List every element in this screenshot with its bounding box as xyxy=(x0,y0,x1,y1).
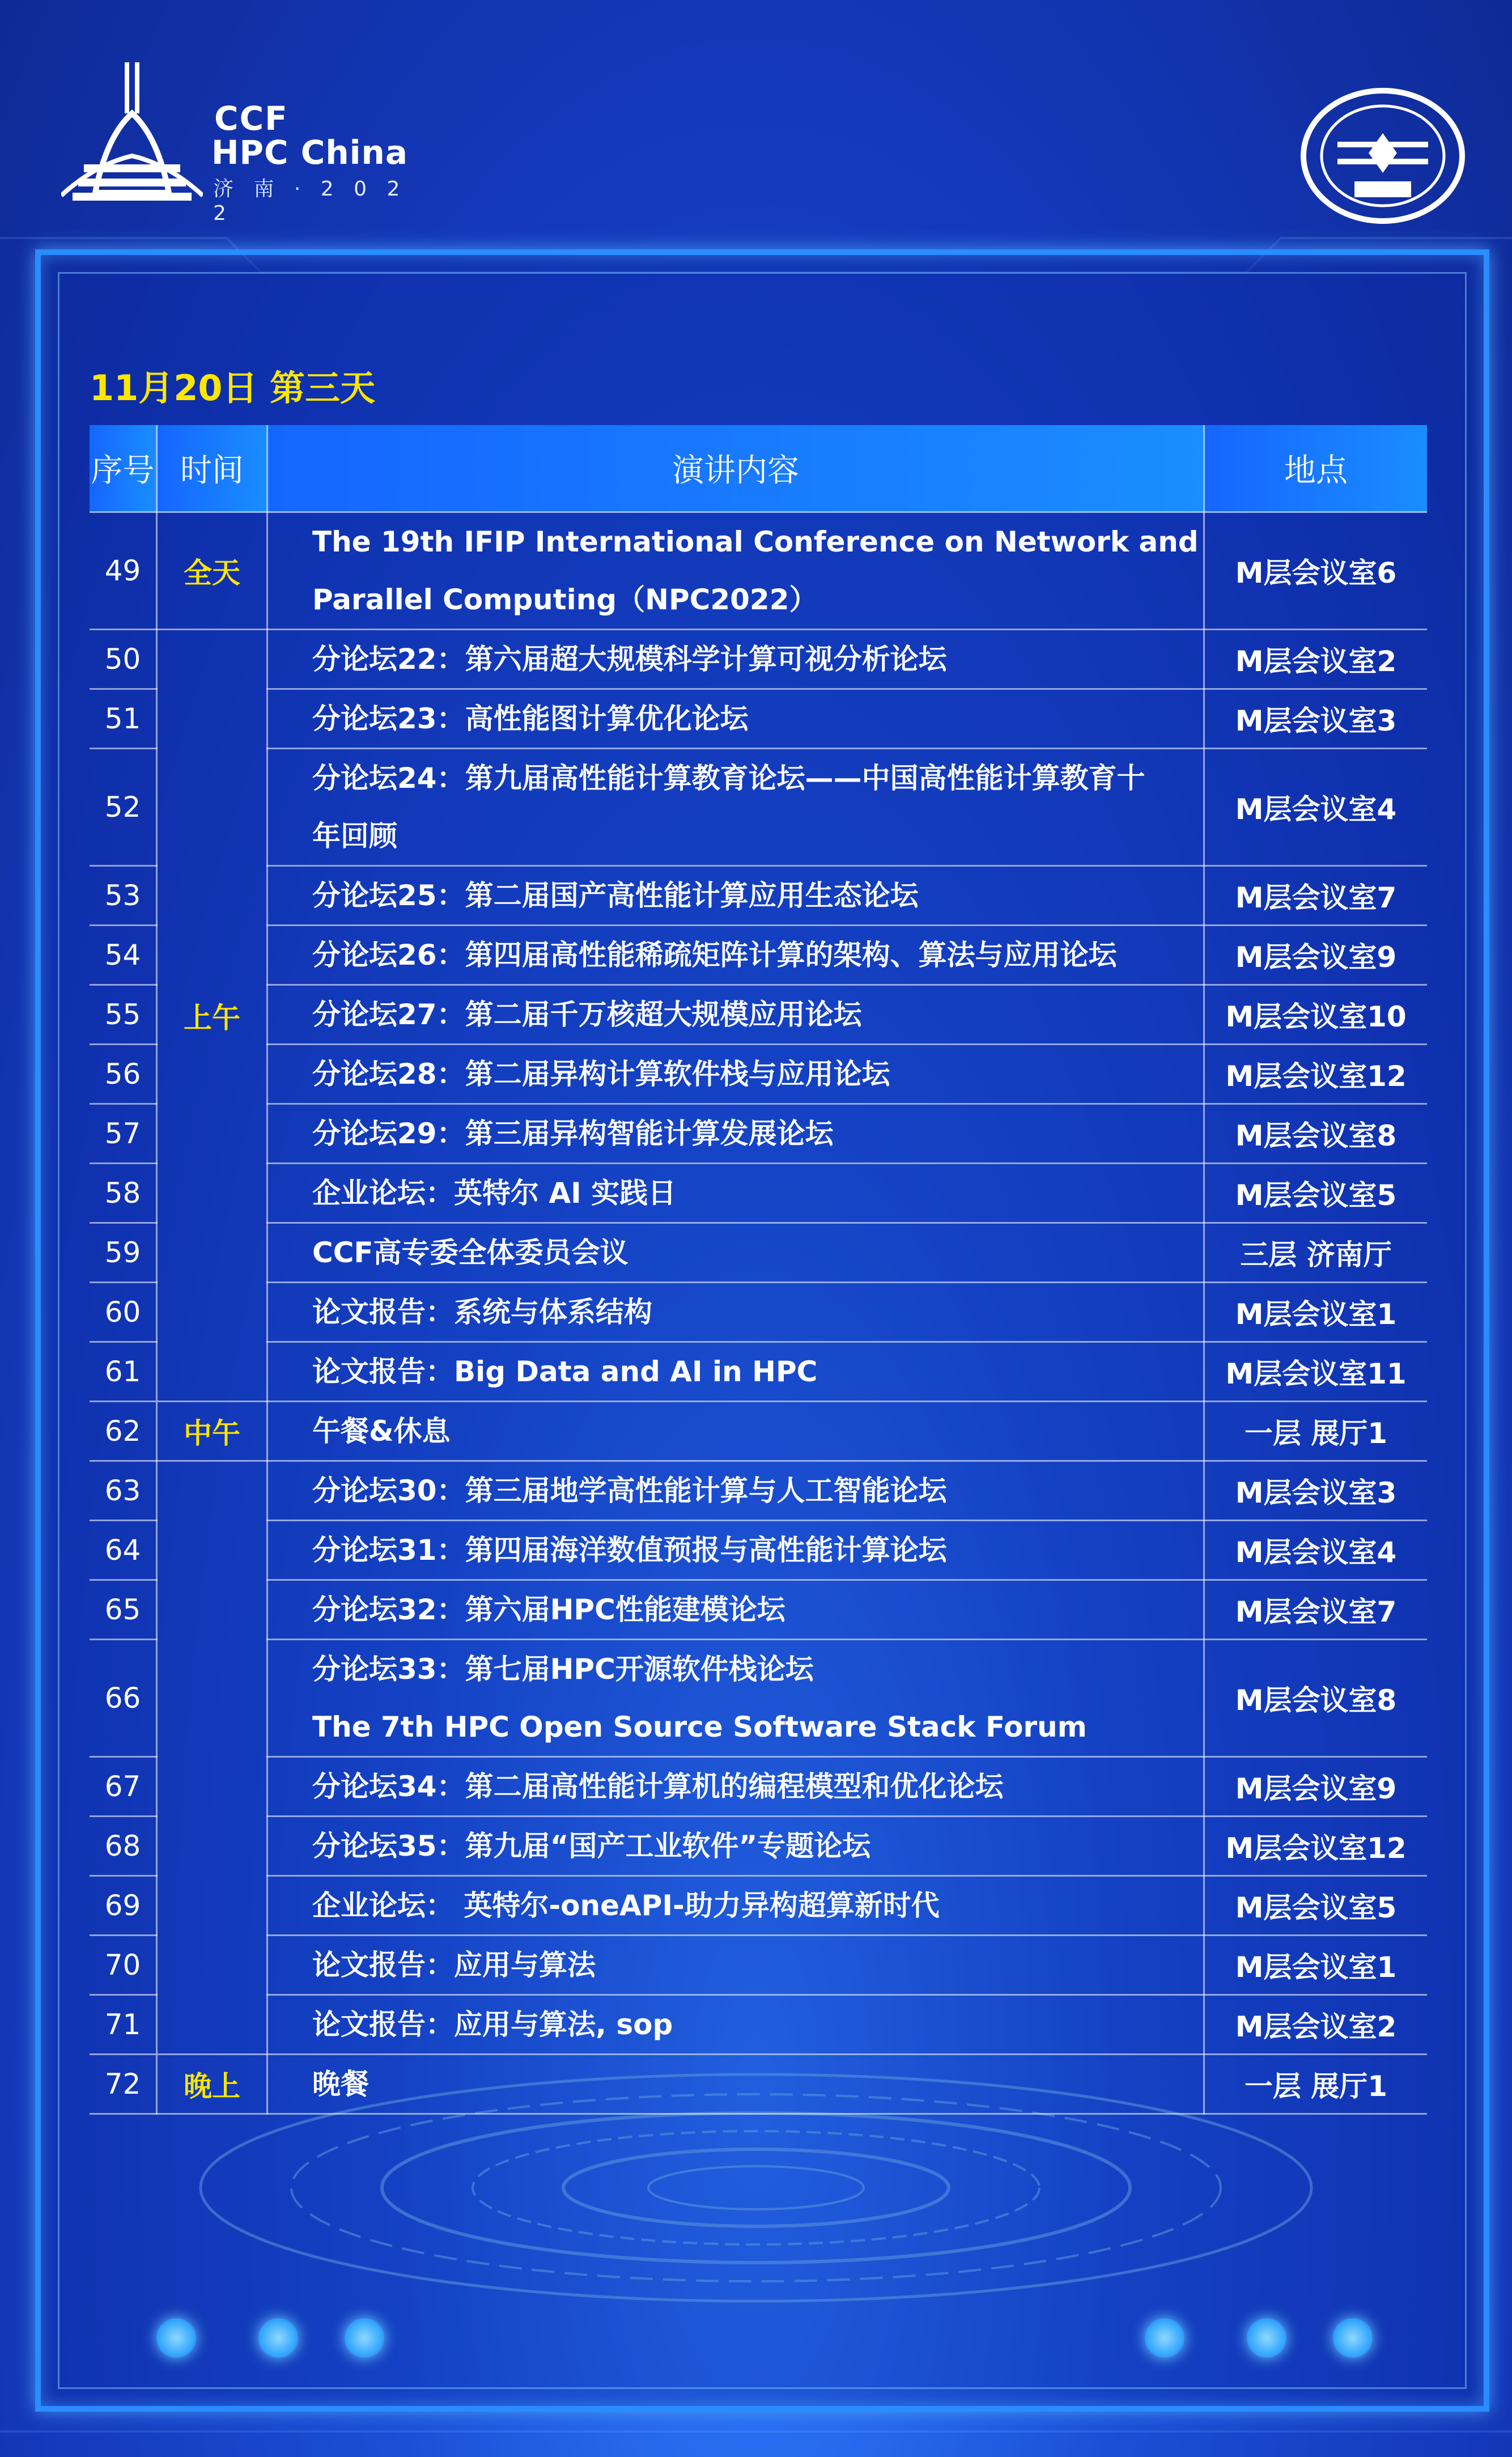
row-content: 论文报告：Big Data and AI in HPC xyxy=(267,1342,1204,1402)
table-row xyxy=(90,1640,1427,1757)
row-venue: 一层 展厅1 xyxy=(1204,2055,1428,2114)
table-row xyxy=(90,1521,1427,1580)
row-venue: M层会议室10 xyxy=(1204,985,1428,1045)
row-content: 分论坛26：第四届高性能稀疏矩阵计算的架构、算法与应用论坛 xyxy=(267,926,1204,985)
row-content: 分论坛25：第二届国产高性能计算应用生态论坛 xyxy=(267,866,1204,926)
table-row xyxy=(90,689,1427,749)
row-content: 企业论坛：英特尔 AI 实践日 xyxy=(267,1164,1204,1223)
row-content: 晚餐 xyxy=(267,2055,1204,2114)
row-num: 53 xyxy=(90,866,157,926)
row-venue: M层会议室7 xyxy=(1204,866,1428,926)
column-header-time xyxy=(157,425,267,512)
row-num: 70 xyxy=(90,1936,157,1995)
row-num: 52 xyxy=(90,749,157,866)
row-venue: M层会议室9 xyxy=(1204,1757,1428,1817)
table-row xyxy=(90,512,1427,630)
row-num: 66 xyxy=(90,1640,157,1757)
row-num: 55 xyxy=(90,985,157,1045)
row-num: 63 xyxy=(90,1461,157,1521)
row-num: 58 xyxy=(90,1164,157,1223)
row-num: 61 xyxy=(90,1342,157,1402)
row-content: 分论坛34：第二届高性能计算机的编程模型和优化论坛 xyxy=(267,1757,1204,1817)
logo-location-year-text: 济 南 · 2 0 2 2 xyxy=(213,177,407,225)
row-num: 54 xyxy=(90,926,157,985)
row-content: 分论坛29：第三届异构智能计算发展论坛 xyxy=(267,1104,1204,1164)
row-num: 49 xyxy=(90,512,157,630)
row-content: 午餐&休息 xyxy=(267,1402,1204,1461)
table-row xyxy=(90,1580,1427,1640)
row-content: 分论坛30：第三届地学高性能计算与人工智能论坛 xyxy=(267,1461,1204,1521)
row-venue: M层会议室7 xyxy=(1204,1580,1428,1640)
glow-dot-icon xyxy=(258,2318,298,2358)
table-row xyxy=(90,1936,1427,1995)
row-venue: M层会议室12 xyxy=(1204,1817,1428,1876)
row-num: 65 xyxy=(90,1580,157,1640)
time-label-evening: 晚上 xyxy=(157,2055,267,2114)
row-content-line: 年回顾 xyxy=(312,820,397,852)
row-num: 71 xyxy=(90,1995,157,2055)
row-venue: M层会议室8 xyxy=(1204,1640,1428,1757)
row-content-line: The 19th IFIP International Conference on Network and xyxy=(312,525,1199,558)
row-num: 56 xyxy=(90,1045,157,1104)
table-row xyxy=(90,630,1427,689)
logo-hpc-china-text: HPC China xyxy=(211,133,408,172)
table-row xyxy=(90,866,1427,926)
table-row xyxy=(90,1283,1427,1342)
table-row xyxy=(90,1461,1427,1521)
row-venue: M层会议室11 xyxy=(1204,1342,1428,1402)
row-content: 分论坛27：第二届千万核超大规模应用论坛 xyxy=(267,985,1204,1045)
row-venue: M层会议室6 xyxy=(1204,512,1428,630)
row-num: 67 xyxy=(90,1757,157,1817)
row-content-line: Parallel Computing（NPC2022） xyxy=(312,583,818,616)
table-row xyxy=(90,1104,1427,1164)
row-num: 62 xyxy=(90,1402,157,1461)
glow-dot-icon xyxy=(156,2318,196,2358)
row-content: 分论坛23：高性能图计算优化论坛 xyxy=(267,689,1204,749)
column-header-time-label: 时间 xyxy=(180,452,244,489)
row-num: 50 xyxy=(90,630,157,689)
table-row xyxy=(90,1223,1427,1283)
ccf-emblem-icon xyxy=(1298,85,1468,227)
glow-dot-icon xyxy=(1333,2318,1373,2358)
row-content: 分论坛22：第六届超大规模科学计算可视分析论坛 xyxy=(267,630,1204,689)
time-label-morning: 上午 xyxy=(157,630,267,1402)
logo-ccf-text: CCF xyxy=(214,99,288,138)
column-header-num-label: 序号 xyxy=(91,452,155,489)
table-row xyxy=(90,1402,1427,1461)
row-venue: M层会议室2 xyxy=(1204,630,1428,689)
row-content: 论文报告：应用与算法 xyxy=(267,1936,1204,1995)
row-content: 论文报告：系统与体系结构 xyxy=(267,1283,1204,1342)
row-venue: M层会议室9 xyxy=(1204,926,1428,985)
glow-dot-icon xyxy=(1145,2318,1184,2358)
column-header-venue xyxy=(1204,425,1428,512)
row-venue: M层会议室2 xyxy=(1204,1995,1428,2055)
table-row xyxy=(90,1995,1427,2055)
table-row xyxy=(90,1817,1427,1876)
glow-dot-icon xyxy=(1247,2318,1286,2358)
row-num: 64 xyxy=(90,1521,157,1580)
row-venue: M层会议室4 xyxy=(1204,749,1428,866)
row-num: 59 xyxy=(90,1223,157,1283)
row-content: CCF高专委全体委员会议 xyxy=(267,1223,1204,1283)
table-row xyxy=(90,1757,1427,1817)
row-venue: M层会议室5 xyxy=(1204,1164,1428,1223)
table-row xyxy=(90,926,1427,985)
row-num: 69 xyxy=(90,1876,157,1936)
row-content xyxy=(267,512,1204,630)
column-header-content xyxy=(267,425,1204,512)
row-content: 分论坛35：第九届“国产工业软件”专题论坛 xyxy=(267,1817,1204,1876)
time-label-noon: 中午 xyxy=(157,1402,267,1461)
time-label-all-day: 全天 xyxy=(157,512,267,630)
row-num: 57 xyxy=(90,1104,157,1164)
row-content-line: The 7th HPC Open Source Software Stack Forum xyxy=(312,1711,1087,1743)
row-content: 论文报告：应用与算法, sop xyxy=(267,1995,1204,2055)
row-venue: M层会议室3 xyxy=(1204,1461,1428,1521)
table-row xyxy=(90,1164,1427,1223)
row-content: 分论坛32：第六届HPC性能建模论坛 xyxy=(267,1580,1204,1640)
table-row xyxy=(90,1876,1427,1936)
glow-dot-icon xyxy=(345,2318,384,2358)
column-header-venue-label: 地点 xyxy=(1284,452,1348,489)
column-header-content-label: 演讲内容 xyxy=(672,452,799,489)
row-venue: M层会议室1 xyxy=(1204,1936,1428,1995)
time-label-afternoon-blank xyxy=(157,1461,267,2055)
schedule-table xyxy=(90,425,1427,2115)
row-venue: M层会议室3 xyxy=(1204,689,1428,749)
row-content xyxy=(267,1640,1204,1757)
table-header-row xyxy=(90,425,1427,512)
table-row xyxy=(90,985,1427,1045)
row-content-line: 分论坛33：第七届HPC开源软件栈论坛 xyxy=(312,1653,814,1686)
row-content: 分论坛31：第四届海洋数值预报与高性能计算论坛 xyxy=(267,1521,1204,1580)
hpc-china-logo xyxy=(61,57,413,225)
row-content: 企业论坛： 英特尔-oneAPI-助力异构超算新时代 xyxy=(267,1876,1204,1936)
column-header-num xyxy=(90,425,157,512)
row-venue: 三层 济南厅 xyxy=(1204,1223,1428,1283)
row-content-line: 分论坛24：第九届高性能计算教育论坛——中国高性能计算教育十 xyxy=(312,762,1145,795)
row-venue: M层会议室1 xyxy=(1204,1283,1428,1342)
row-num: 72 xyxy=(90,2055,157,2114)
table-row xyxy=(90,2055,1427,2114)
row-venue: M层会议室4 xyxy=(1204,1521,1428,1580)
row-venue: 一层 展厅1 xyxy=(1204,1402,1428,1461)
row-num: 51 xyxy=(90,689,157,749)
tower-icon xyxy=(61,57,203,204)
row-num: 68 xyxy=(90,1817,157,1876)
row-content xyxy=(267,749,1204,866)
table-row xyxy=(90,1342,1427,1402)
table-row xyxy=(90,749,1427,866)
row-venue: M层会议室5 xyxy=(1204,1876,1428,1936)
table-row xyxy=(90,1045,1427,1104)
row-num: 60 xyxy=(90,1283,157,1342)
row-content: 分论坛28：第二届异构计算软件栈与应用论坛 xyxy=(267,1045,1204,1104)
row-venue: M层会议室12 xyxy=(1204,1045,1428,1104)
row-venue: M层会议室8 xyxy=(1204,1104,1428,1164)
day-title: 11月20日 第三天 xyxy=(90,367,376,409)
